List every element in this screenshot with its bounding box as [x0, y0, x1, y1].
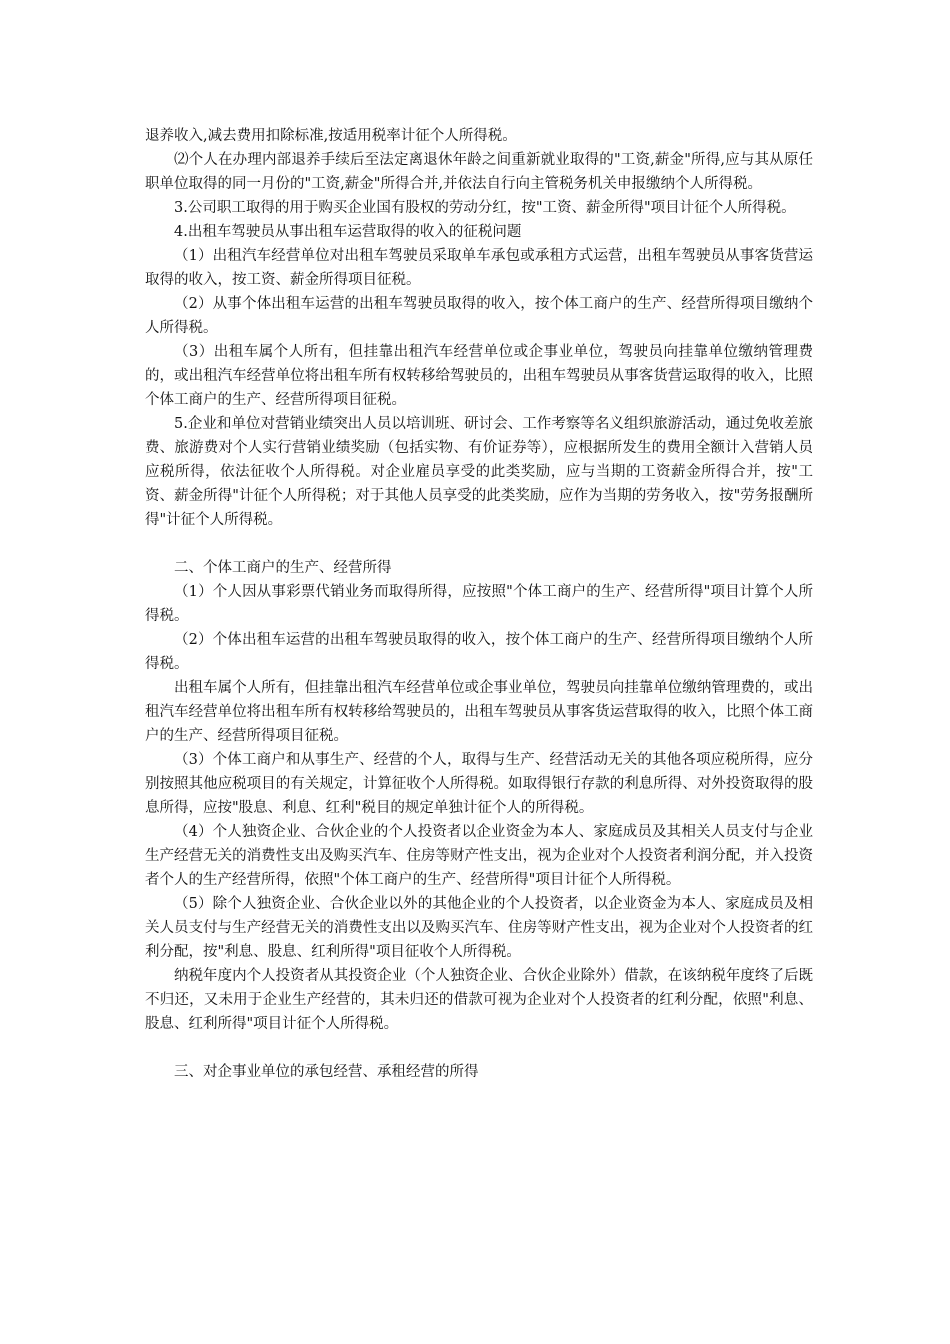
document-page [145, 124, 813, 1084]
paragraph: ⑵个人在办理内部退养手续后至法定离退休年龄之间重新就业取得的"工资,薪金"所得,应与其从原任职单位取得的同一月份的"工资,薪金"所得合并,并依法自行向主管税务机关申报缴纳个人所得税。 [145, 152, 813, 192]
paragraph: （3）个体工商户和从事生产、经营的个人，取得与生产、经营活动无关的其他各项应税所得，应分别按照其他应税项目的有关规定，计算征收个人所得税。如取得银行存款的利息所得、对外投资取得的股息所得，应按"股息、利息、红利"税目的规定单独计征个人的所得税。 [145, 752, 813, 816]
paragraph: （1）个人因从事彩票代销业务而取得所得，应按照"个体工商户的生产、经营所得"项目计算个人所得税。 [145, 584, 813, 624]
paragraph: （5）除个人独资企业、合伙企业以外的其他企业的个人投资者，以企业资金为本人、家庭成员及相关人员支付与生产经营无关的消费性支出以及购买汽车、住房等财产性支出，视为企业对个人投资者的红利分配，按"利息、股息、红利所得"项目征收个人所得税。 [145, 896, 813, 960]
section-heading: 三、对企事业单位的承包经营、承租经营的所得 [174, 1064, 479, 1080]
paragraph: 出租车属个人所有，但挂靠出租汽车经营单位或企事业单位，驾驶员向挂靠单位缴纳管理费的，或出租汽车经营单位将出租车所有权转移给驾驶员的，出租车驾驶员从事客货运营取得的收入，比照个体工商户的生产、经营所得项目征税。 [145, 680, 813, 744]
paragraph: 5.企业和单位对营销业绩突出人员以培训班、研讨会、工作考察等名义组织旅游活动，通过免收差旅费、旅游费对个人实行营销业绩奖励（包括实物、有价证券等），应根据所发生的费用全额计入营销人员应税所得，依法征收个人所得税。对企业雇员享受的此类奖励，应与当期的工资薪金所得合并，按"工资、薪金所得"计征个人所得税；对于其他人员享受的此类奖励，应作为当期的劳务收入，按"劳务报酬所得"计征个人所得税。 [145, 416, 813, 528]
paragraph: （2）从事个体出租车运营的出租车驾驶员取得的收入，按个体工商户的生产、经营所得项目缴纳个人所得税。 [145, 296, 813, 336]
paragraph: （4）个人独资企业、合伙企业的个人投资者以企业资金为本人、家庭成员及其相关人员支付与企业生产经营无关的消费性支出及购买汽车、住房等财产性支出，视为企业对个人投资者利润分配，并入投资者个人的生产经营所得，依照"个体工商户的生产、经营所得"项目计征个人所得税。 [145, 824, 813, 888]
paragraph-subheading: 4.出租车驾驶员从事出租车运营取得的收入的征税问题 [174, 224, 522, 240]
paragraph: （3）出租车属个人所有，但挂靠出租汽车经营单位或企事业单位，驾驶员向挂靠单位缴纳管理费的，或出租汽车经营单位将出租车所有权转移给驾驶员的，出租车驾驶员从事客货营运取得的收入，比照个体工商户的生产、经营所得项目征税。 [145, 344, 813, 408]
paragraph: 3.公司职工取得的用于购买企业国有股权的劳动分红，按"工资、薪金所得"项目计征个人所得税。 [174, 200, 796, 216]
spacer [145, 1036, 813, 1060]
paragraph: 退养收入,减去费用扣除标准,按适用税率计征个人所得税。 [145, 128, 517, 144]
section-heading: 二、个体工商户的生产、经营所得 [174, 560, 392, 576]
paragraph: （2）个体出租车运营的出租车驾驶员取得的收入，按个体工商户的生产、经营所得项目缴纳个人所得税。 [145, 632, 813, 672]
paragraph: （1）出租汽车经营单位对出租车驾驶员采取单车承包或承租方式运营，出租车驾驶员从事客货营运取得的收入，按工资、薪金所得项目征税。 [145, 248, 813, 288]
spacer [145, 532, 813, 556]
paragraph: 纳税年度内个人投资者从其投资企业（个人独资企业、合伙企业除外）借款，在该纳税年度终了后既不归还，又未用于企业生产经营的，其未归还的借款可视为企业对个人投资者的红利分配，依照"利息、股息、红利所得"项目计征个人所得税。 [145, 968, 813, 1032]
